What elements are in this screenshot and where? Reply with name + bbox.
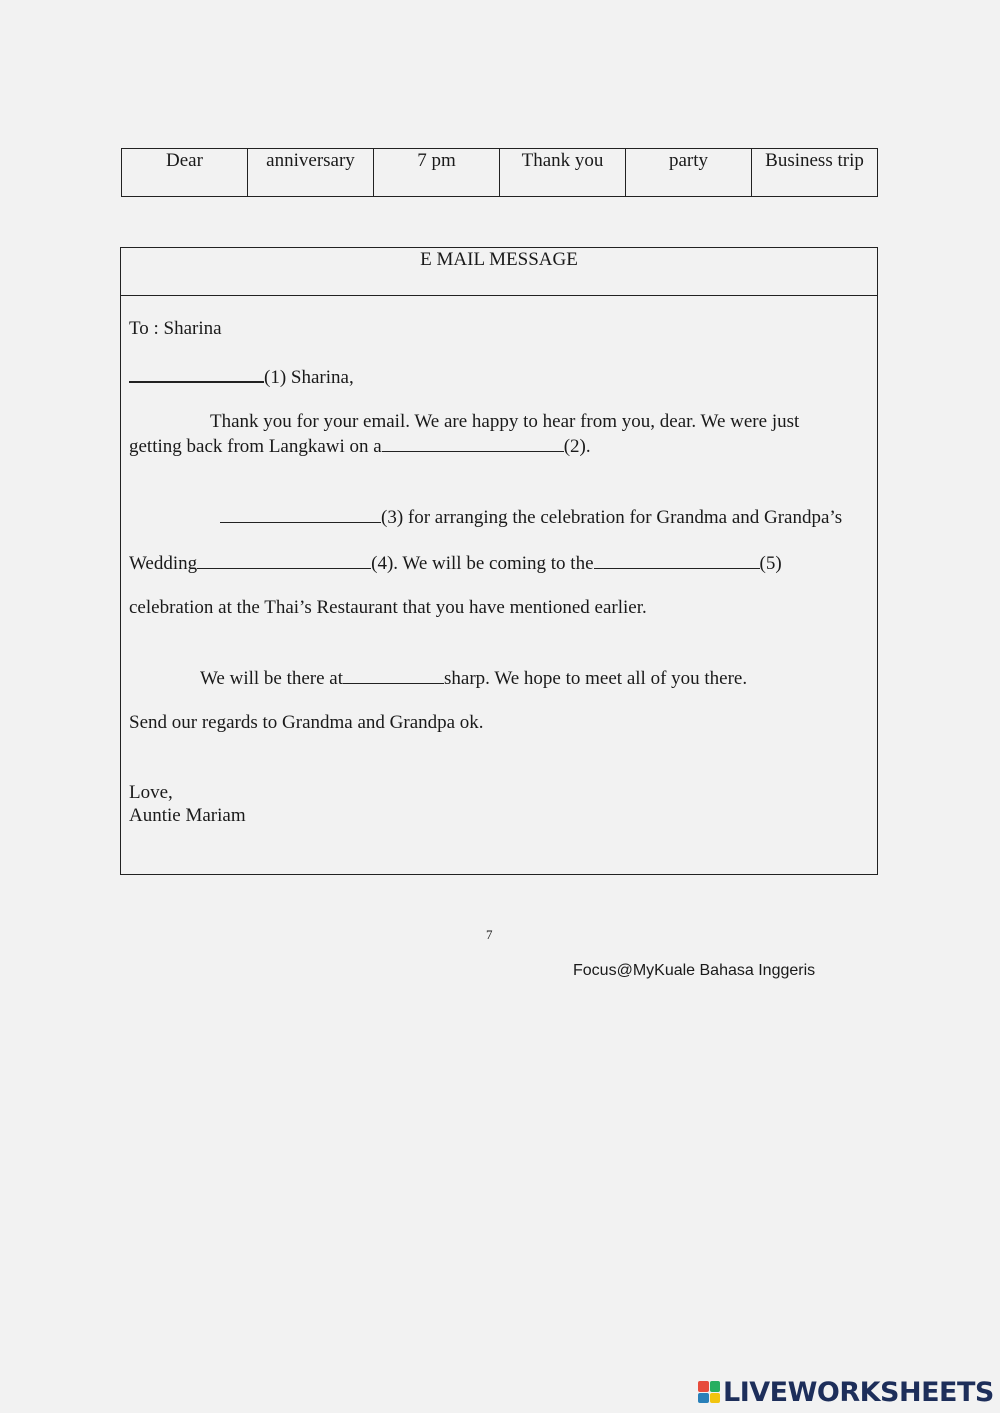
paragraph1-line2 <box>129 434 591 458</box>
word-bank-cell: Business trip <box>752 149 878 197</box>
p3-text: We will be there at <box>200 668 344 689</box>
logo-mark-icon <box>698 1381 720 1403</box>
email-greeting <box>129 365 354 389</box>
word-bank-table <box>121 148 878 197</box>
liveworksheets-logo <box>698 1377 994 1407</box>
paragraph2-line1 <box>220 505 842 529</box>
paragraph3-line2: Send our regards to Grandma and Grandpa ok. <box>129 712 484 733</box>
p2-wedding-text: Wedding <box>129 553 198 574</box>
word-bank-cell: Thank you <box>500 149 626 197</box>
email-to-line: To : Sharina <box>129 318 222 339</box>
p2-text: (3) for arranging the celebration for Grandma and Grandpa’s <box>381 507 843 528</box>
word-bank-cell: anniversary <box>248 149 374 197</box>
signature: Auntie Mariam <box>129 805 246 826</box>
closing: Love, <box>129 782 173 803</box>
page-number: 7 <box>486 927 493 942</box>
answer-blank-6[interactable] <box>343 666 444 684</box>
answer-blank-1[interactable] <box>129 365 264 383</box>
answer-blank-2[interactable] <box>382 434 564 452</box>
paragraph2-line3: celebration at the Thai’s Restaurant that you have mentioned earlier. <box>129 597 647 618</box>
p1-text: getting back from Langkawi on a <box>129 436 382 457</box>
answer-blank-4[interactable] <box>197 551 371 569</box>
word-bank-row <box>122 149 878 197</box>
paragraph2-line2 <box>129 551 782 575</box>
p2-middle-text: (4). We will be coming to the <box>371 553 594 574</box>
footer-credit: Focus@MyKuale Bahasa Inggeris <box>573 962 816 979</box>
greeting-text: (1) Sharina, <box>264 367 354 388</box>
word-bank-cell: party <box>626 149 752 197</box>
p1-text-end: (2). <box>563 436 591 457</box>
p3-text-end: sharp. We hope to meet all of you there. <box>444 668 748 689</box>
answer-blank-5[interactable] <box>594 551 760 569</box>
email-title: E MAIL MESSAGE <box>121 248 877 296</box>
paragraph3-line1 <box>200 666 747 690</box>
p2-end-text: (5) <box>759 553 782 574</box>
logo-text: LIVEWORKSHEETS <box>723 1376 994 1408</box>
word-bank-cell: Dear <box>122 149 248 197</box>
answer-blank-3[interactable] <box>220 505 381 523</box>
paragraph1-line1: Thank you for your email. We are happy to hear from you, dear. We were just <box>210 411 800 432</box>
word-bank-cell: 7 pm <box>374 149 500 197</box>
